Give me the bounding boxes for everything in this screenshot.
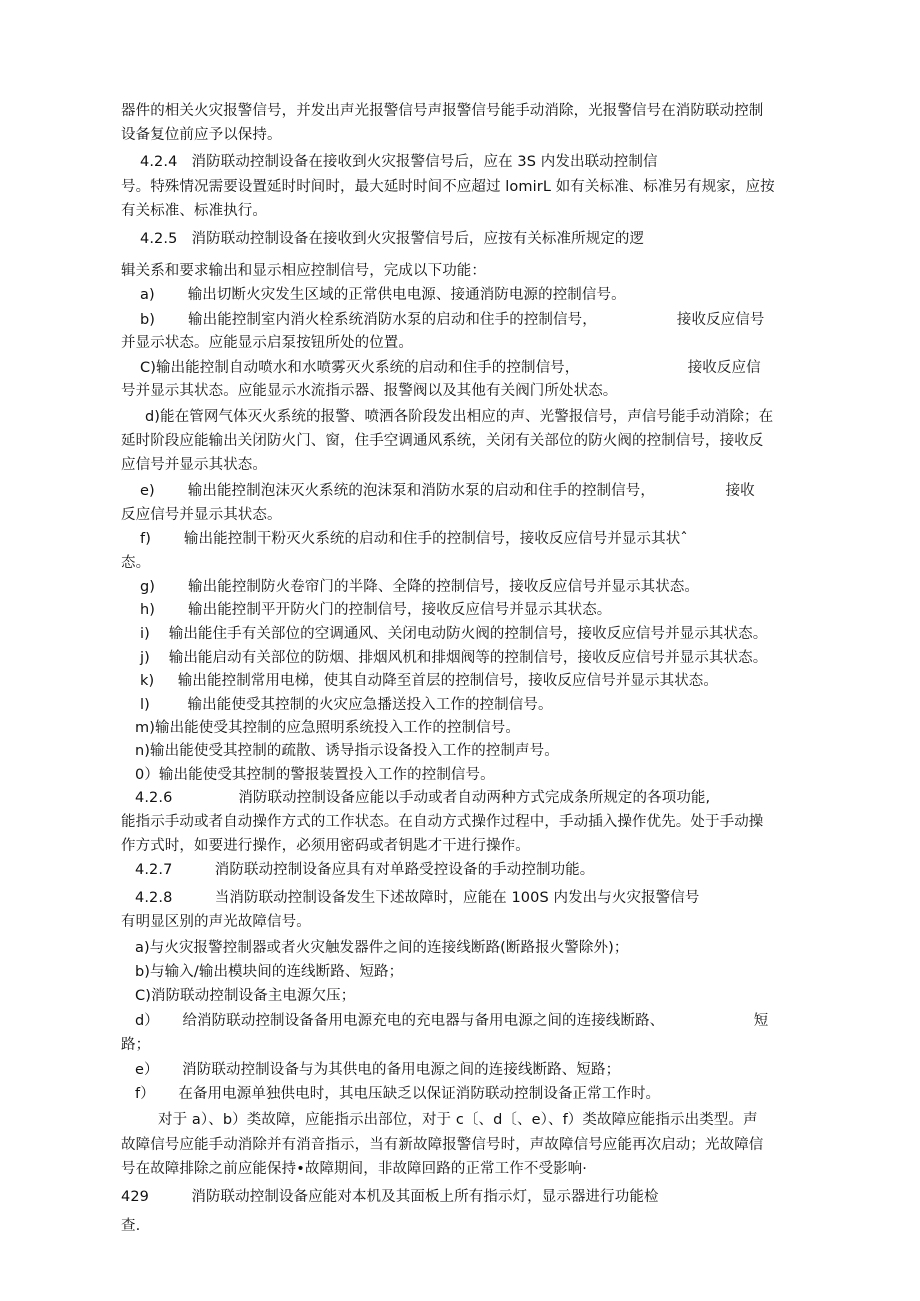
text-line: g) 输出能控制防火卷帘门的半降、全降的控制信号，接收反应信号并显示其状态。: [140, 579, 700, 595]
text-line: e） 消防联动控制设备与为其供电的备用电源之间的连接线断路、短路；: [135, 1062, 621, 1078]
text-line: a) 输出切断火灾发生区域的正常供电电源、接通消防电源的控制信号。: [140, 287, 626, 303]
text-line: 4.2.4 消防联动控制设备在接收到火灾报警信号后，应在 3S 内发出联动控制信: [140, 154, 658, 170]
text-line: j) 输出能启动有关部位的防烟、排烟风机和排烟阀等的控制信号，接收反应信号并显示其状态。: [140, 650, 768, 666]
text-line: i) 输出能住手有关部位的空调通风、关闭电动防火阀的控制信号，接收反应信号并显示其状态。: [140, 626, 768, 642]
text-line: 4.2.8 当消防联动控制设备发生下述故障时，应能在 100S 内发出与火灾报警信号: [135, 890, 700, 906]
text-line: 4.2.5 消防联动控制设备在接收到火灾报警信号后，应按有关标准所规定的逻: [140, 231, 645, 247]
text-line: 号在故障排除之前应能保持•故障期间，非故障回路的正常工作不受影响·: [121, 1161, 587, 1177]
text-line: 有关标准、标准执行。: [121, 203, 267, 219]
text-line: a)与火灾报警控制器或者火灾触发器件之间的连接线断路(断路报火警除外)；: [135, 940, 629, 956]
text-line: 应信号并显示其状态。: [121, 457, 267, 473]
text-line: C)输出能控制自动喷水和水喷雾灭火系统的启动和住手的控制信号， 接收反应信: [140, 360, 761, 376]
text-line: l) 输出能使受其控制的火灾应急播送投入工作的控制信号。: [140, 697, 553, 713]
text-line: 有明显区别的声光故障信号。: [121, 914, 311, 930]
text-line: 能指示手动或者自动操作方式的工作状态。在自动方式操作过程中，手动插入操作优先。处于手动操: [121, 814, 764, 830]
text-line: 并显示状态。应能显示启泵按钮所处的位置。: [121, 335, 413, 351]
text-line: d） 给消防联动控制设备备用电源充电的充电器与备用电源之间的连接线断路、 短: [135, 1013, 769, 1029]
text-line: 器件的相关火灾报警信号，并发出声光报警信号声报警信号能手动消除，光报警信号在消防联动控制: [121, 103, 764, 119]
text-line: d)能在管网气体灭火系统的报警、喷洒各阶段发出相应的声、光警报信号，声信号能手动消除；在: [145, 409, 774, 425]
text-line: 辑关系和要求输出和显示相应控制信号，完成以下功能：: [121, 263, 486, 279]
text-line: m)输出能使受其控制的应急照明系统投入工作的控制信号。: [135, 720, 520, 736]
text-line: 态。: [121, 555, 151, 571]
text-line: 作方式时，如要进行操作，必须用密码或者钥匙才干进行操作。: [121, 838, 530, 854]
text-line: 路；: [121, 1037, 151, 1053]
text-line: h) 输出能控制平开防火门的控制信号，接收反应信号并显示其状态。: [140, 602, 612, 618]
text-line: 故障信号应能手动消除并有消音指示，当有新故障报警信号时，声故障信号应能再次启动；光故障信: [121, 1137, 764, 1153]
text-line: 延时阶段应能输出关闭防火门、窗，住手空调通风系统，关闭有关部位的防火阀的控制信号，接收反: [121, 433, 764, 449]
text-line: 对于 a）、b）类故障，应能指示出部位，对于 c〔、d〔、e）、f）类故障应能指示出类型。声: [158, 1112, 758, 1128]
text-line: 0）输出能使受其控制的警报装置投入工作的控制信号。: [135, 767, 495, 783]
text-line: f） 在备用电源单独供电时，其电压缺乏以保证消防联动控制设备正常工作时。: [135, 1086, 661, 1102]
text-line: b)与输入/输出模块间的连线断路、短路；: [135, 964, 404, 980]
text-line: 4.2.6 消防联动控制设备应能以手动或者自动两种方式完成条所规定的各项功能,: [135, 790, 711, 806]
text-line: 查.: [121, 1218, 141, 1234]
text-line: n)输出能使受其控制的疏散、诱导指示设备投入工作的控制声号。: [135, 743, 559, 759]
text-line: b) 输出能控制室内消火栓系统消防水泵的启动和住手的控制信号， 接收反应信号: [140, 312, 765, 328]
text-line: 4.2.7 消防联动控制设备应具有对单路受控设备的手动控制功能。: [135, 862, 595, 878]
text-line: f) 输出能控制干粉灭火系统的启动和住手的控制信号，接收反应信号并显示其状ˆ: [140, 531, 688, 547]
text-line: e) 输出能控制泡沫灭火系统的泡沫泵和消防水泵的启动和住手的控制信号， 接收: [140, 483, 755, 499]
text-line: 号。特殊情况需要设置延时时间时，最大延时时间不应超过 lomirL 如有关标准、标准另有规家，应按: [121, 179, 775, 195]
text-line: 反应信号并显示其状态。: [121, 507, 282, 523]
text-line: 429 消防联动控制设备应能对本机及其面板上所有指示灯，显示器进行功能检: [121, 1189, 659, 1205]
text-line: 号并显示其状态。应能显示水流指示器、报警阀以及其他有关阀门所处状态。: [121, 383, 618, 399]
text-line: C)消防联动控制设备主电源欠压；: [135, 988, 356, 1004]
text-line: 设备复位前应予以保持。: [121, 127, 282, 143]
text-line: k) 输出能控制常用电梯，使其自动降至首层的控制信号，接收反应信号并显示其状态。: [140, 673, 718, 689]
